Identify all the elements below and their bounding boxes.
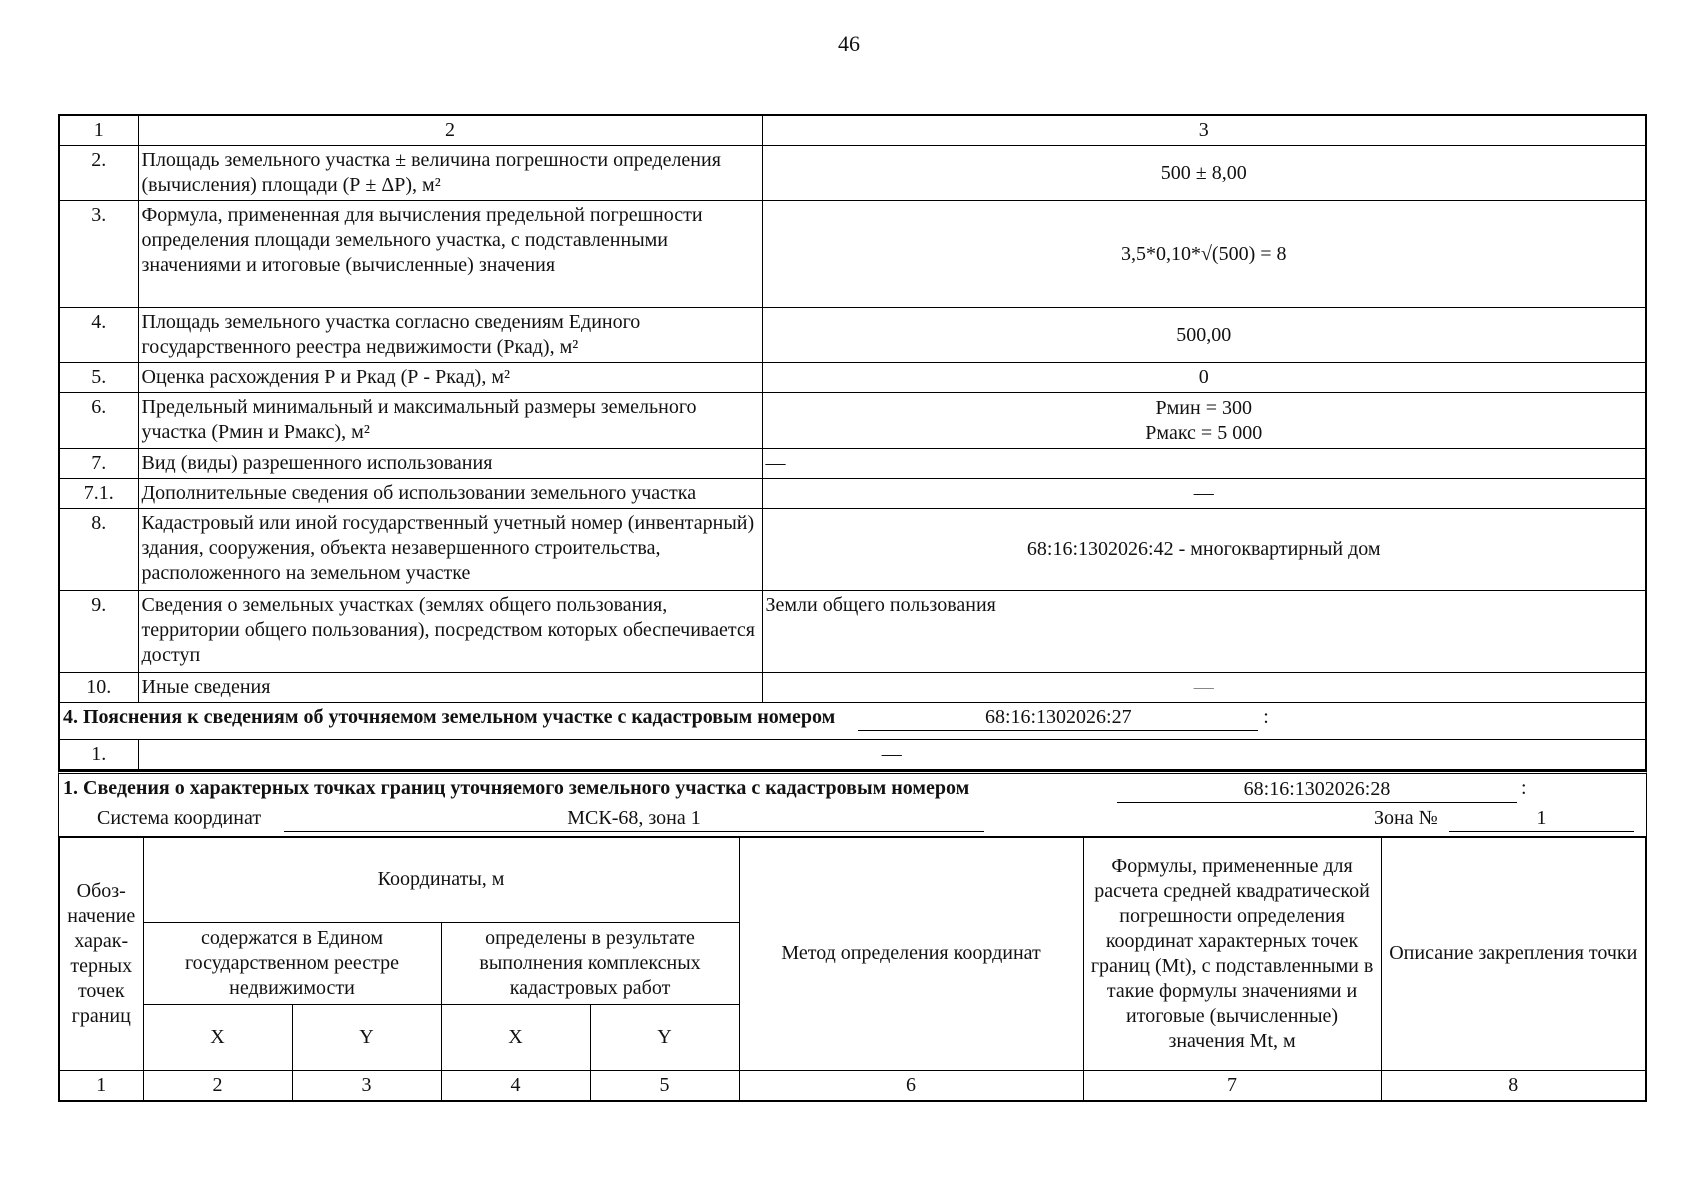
row-label: Площадь земельного участка согласно сведениям Единого государственного реестра недвижимости (Ркад), м² (138, 308, 762, 363)
row-number: 7.1. (59, 479, 138, 509)
column-numbers-row (59, 1070, 1646, 1101)
section-1-title: 1. Сведения о характерных точках границ уточняемого земельного участка с кадастровым номером (63, 777, 970, 799)
points-designation-header: Обоз-начение харак-терных точек границ (59, 837, 143, 1070)
coord-system-value: МСК-68, зона 1 (284, 806, 984, 832)
row-number: 10. (59, 673, 138, 703)
row-label: Сведения о земельных участках (землях общего пользования, территории общего пользования), посредством которых обеспечивается доступ (138, 591, 762, 673)
row-value: 0 (762, 363, 1646, 393)
row-value: 68:16:1302026:42 - многоквартирный дом (762, 509, 1646, 591)
complex-x-header: X (441, 1004, 590, 1070)
method-header: Метод определения координат (739, 837, 1083, 1070)
table-row (59, 201, 1646, 308)
egrn-y-header: Y (292, 1004, 441, 1070)
row-number: 4. (59, 308, 138, 363)
page-number: 46 (838, 31, 860, 56)
row-value: 500,00 (762, 308, 1646, 363)
row-label: Формула, примененная для вычисления предельной погрешности определения площади земельного участка, с подставленными значениями и итоговые (вычисленные) значения (138, 201, 762, 308)
egrn-x-header: X (143, 1004, 292, 1070)
row-label: Площадь земельного участка ± величина погрешности определения (вычисления) площади (Р ± ΔР), м² (138, 146, 762, 201)
column-number: 2 (143, 1070, 292, 1101)
coordinates-header: Координаты, м (143, 837, 739, 922)
row-number: 1. (59, 740, 138, 771)
table-row (59, 509, 1646, 591)
zone-label: Зона № (1374, 807, 1438, 829)
table-row (59, 740, 1646, 771)
zone-value: 1 (1449, 806, 1634, 832)
row-number: 8. (59, 509, 138, 591)
table-row (59, 479, 1646, 509)
column-number: 8 (1381, 1070, 1646, 1101)
column-number: 1 (59, 1070, 143, 1101)
row-value (762, 393, 1646, 449)
min-size-value: Рмин = 300 (1155, 396, 1252, 419)
section-1-header (58, 771, 1647, 837)
table-row (59, 449, 1646, 479)
section-1-cadastral-number: 68:16:1302026:28 (1117, 777, 1517, 803)
table-row (59, 363, 1646, 393)
table-row (59, 146, 1646, 201)
row-label: Оценка расхождения Р и Ркад (Р - Ркад), м² (138, 363, 762, 393)
row-label: Вид (виды) разрешенного использования (138, 449, 762, 479)
col-header-3: 3 (762, 115, 1646, 146)
row-value: 500 ± 8,00 (762, 146, 1646, 201)
row-number: 7. (59, 449, 138, 479)
egrn-coords-header: содержатся в Едином государственном реестре недвижимости (143, 922, 441, 1004)
col-header-1: 1 (59, 115, 138, 146)
row-value: — (138, 740, 1646, 771)
description-header: Описание закрепления точки (1381, 837, 1646, 1070)
column-number: 6 (739, 1070, 1083, 1101)
column-number: 5 (590, 1070, 739, 1101)
complex-y-header: Y (590, 1004, 739, 1070)
row-value: — (762, 449, 1646, 479)
row-value: — (762, 673, 1646, 703)
row-number: 5. (59, 363, 138, 393)
max-size-value: Рмакс = 5 000 (1145, 421, 1263, 444)
section-4-colon: : (1263, 706, 1269, 728)
row-number: 9. (59, 591, 138, 673)
complex-works-coords-header: определены в результате выполнения комплексных кадастровых работ (441, 922, 739, 1004)
row-number: 2. (59, 146, 138, 201)
table-row (59, 591, 1646, 673)
table-row (59, 308, 1646, 363)
row-value: Земли общего пользования (762, 591, 1646, 673)
parcel-info-table (58, 114, 1647, 771)
row-value: — (762, 479, 1646, 509)
column-number: 7 (1083, 1070, 1381, 1101)
table-row (59, 673, 1646, 703)
section-1-colon: : (1521, 777, 1527, 799)
coord-system-label: Система координат (97, 807, 262, 829)
column-number: 3 (292, 1070, 441, 1101)
formulas-header: Формулы, примененные для расчета средней квадратической погрешности определения координат характерных точек границ (Mt), с подставленными в такие формулы значениями и итоговые (вычисленные) значения Mt, м (1083, 837, 1381, 1070)
row-label: Дополнительные сведения об использовании земельного участка (138, 479, 762, 509)
col-header-2: 2 (138, 115, 762, 146)
row-label: Иные сведения (138, 673, 762, 703)
section-4-title: 4. Пояснения к сведениям об уточняемом земельном участке с кадастровым номером (63, 706, 836, 728)
section-4-cadastral-number: 68:16:1302026:27 (858, 705, 1258, 731)
row-number: 3. (59, 201, 138, 308)
row-label: Кадастровый или иной государственный учетный номер (инвентарный) здания, сооружения, объекта незавершенного строительства, расположенного на земельном участке (138, 509, 762, 591)
table-row (59, 393, 1646, 449)
boundary-points-table (58, 836, 1647, 1102)
row-label: Предельный минимальный и максимальный размеры земельного участка (Рмин и Рмакс), м² (138, 393, 762, 449)
column-number: 4 (441, 1070, 590, 1101)
row-value: 3,5*0,10*√(500) = 8 (762, 201, 1646, 308)
section-4-header (59, 703, 1646, 740)
row-number: 6. (59, 393, 138, 449)
